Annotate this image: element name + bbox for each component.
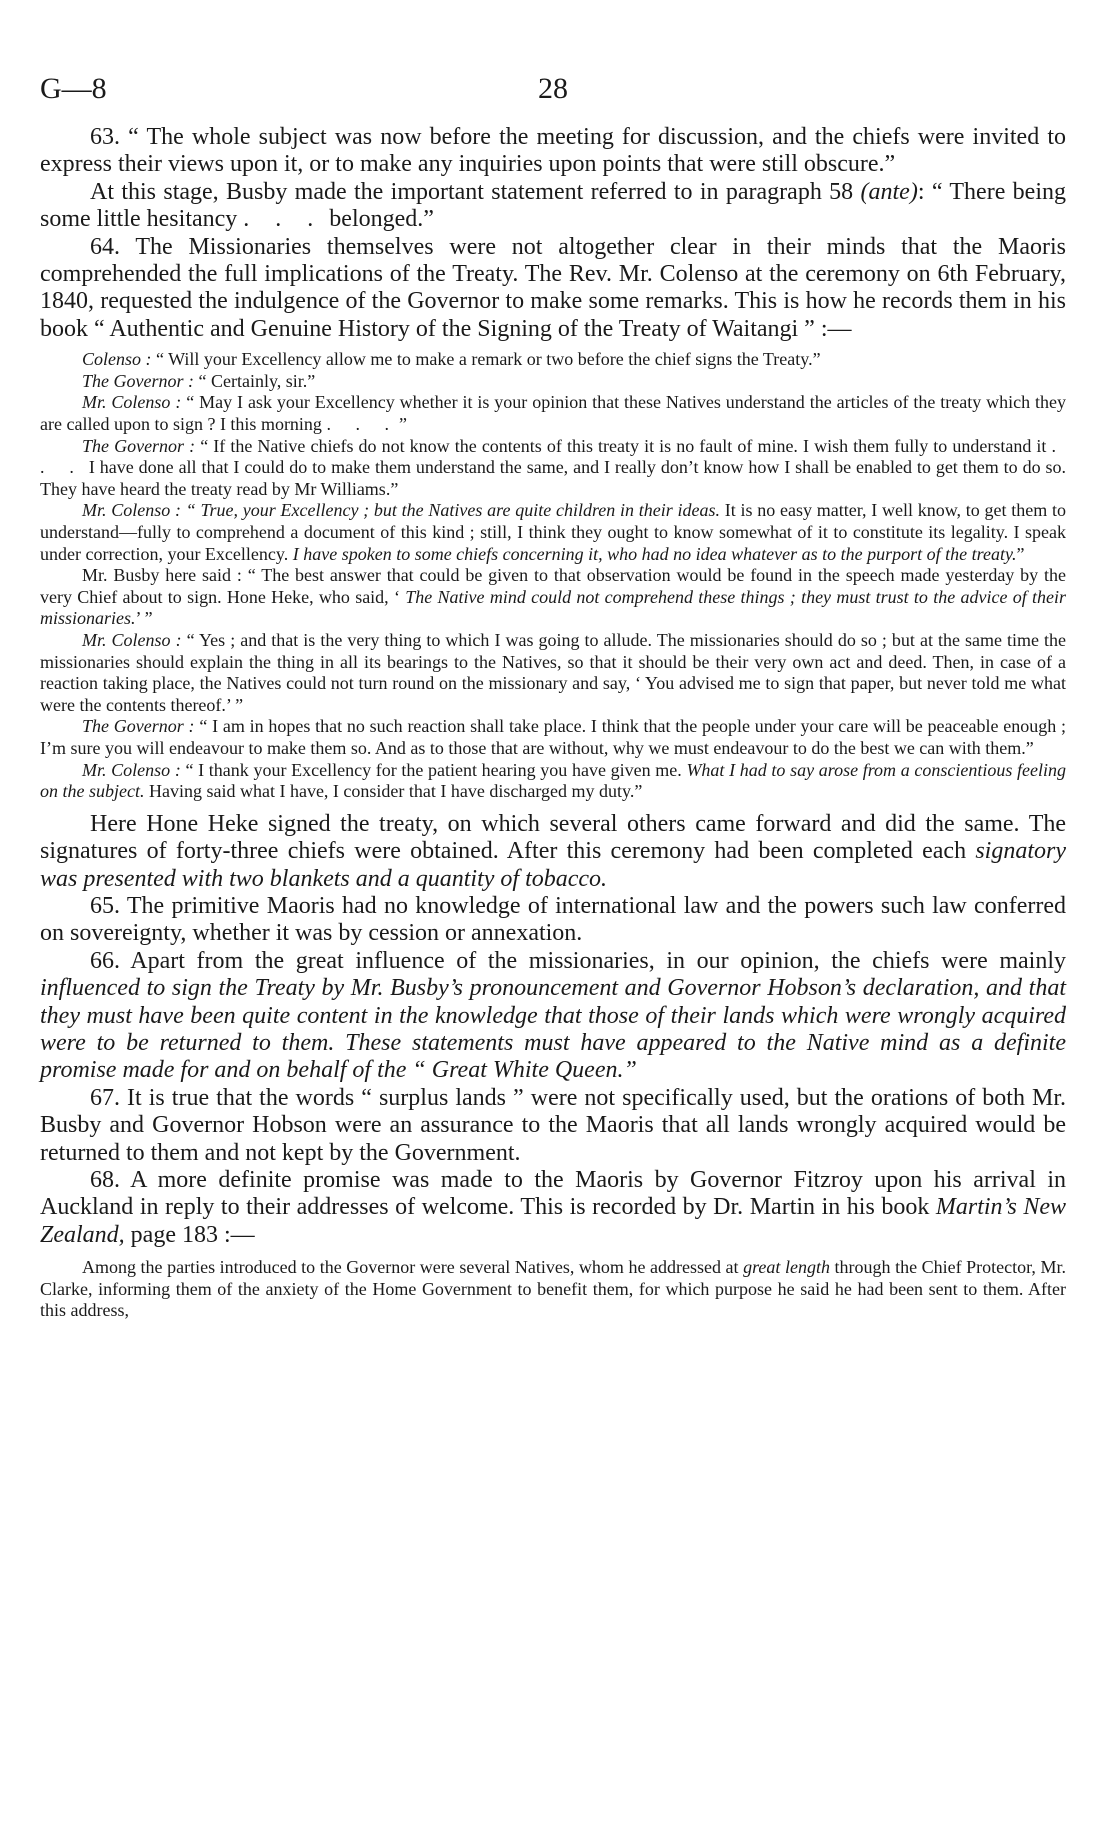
dialogue-line: Mr. Colenso : “ True, your Excellency ; but the Natives are quite children in their ideas. It is no easy matter, I well know, to get them to understand—fully to comprehend a document of this kind ; still, I think they ought to know somewhat of it to constitute its legality. I speak under correction, your Excellency. I have spoken to some chiefs concerning it, who had no idea whatever as to the purport of the treaty.” xyxy=(40,500,1067,564)
dialogue-line: Mr. Colenso : “ Yes ; and that is the very thing to which I was going to allude. The missionaries should do so ; but at the same time the missionaries should explain the thing in all its bearings to the Natives, so that it should be their very own act and deed. Then, in case of a reaction taking place, the Natives could not turn round on the missionary and say, ‘ You advised me to sign that paper, but never told me what were the contents thereof.’ ” xyxy=(40,629,1067,715)
dialogue-line: Colenso : “ Will your Excellency allow me to make a remark or two before the chief signs the Treaty.” xyxy=(82,349,821,370)
document-reference: G—8 xyxy=(40,72,107,105)
page-header xyxy=(40,72,1066,124)
speaker-label: Colenso : xyxy=(82,349,152,370)
ellipsis: . . . xyxy=(40,435,1067,478)
busby-statement-reference: At this stage, Busby made the important statement referred to in paragraph 58 (ante): “ There being some little hesitancy . . . belonged.” xyxy=(40,178,1067,233)
dialogue-line: Mr. Colenso : “ May I ask your Excellency whether it is your opinion that these Natives understand the articles of the treaty which they are called upon to sign ? I this morning . . .” xyxy=(40,392,1067,435)
paragraph-68: 68. A more definite promise was made to the Maoris by Governor Fitzroy upon his arrival in Auckland in reply to their addresses of welcome. This is recorded by Dr. Martin in his book Martin’s New Zealand, page 183 :— xyxy=(40,1167,1067,1248)
speaker-label: Mr. Colenso : xyxy=(82,392,182,413)
paragraph-65: 65. The primitive Maoris had no knowledge of international law and the powers such law conferred on sovereignty, whether it was by cession or annexation. xyxy=(40,892,1066,947)
speaker-label: The Governor : xyxy=(82,716,195,737)
dialogue-line: The Governor : “ Certainly, sir.” xyxy=(82,370,316,391)
ellipsis: . . . xyxy=(243,206,324,233)
ante-note: (ante) xyxy=(860,178,918,205)
paragraph-63: 63. “ The whole subject was now before the meeting for discussion, and the chiefs were invited to express their views upon it, or to make any inquiries upon points that were still obscure.” xyxy=(40,124,1066,178)
ellipsis: . . .” xyxy=(326,414,417,435)
dialogue-line: The Governor : “ I am in hopes that no such reaction shall take place. I think that the people under your care will be peaceable enough ; I’m sure you will endeavour to make them so. And as to those that are without, why we must endeavour to do the best we can with them.” xyxy=(40,716,1067,758)
paragraph-64: 64. The Missionaries themselves were not altogether clear in their minds that the Maoris comprehended the full implications of the Treaty. The Rev. Mr. Colenso at the ceremony on 6th February, 1840, requested the indulgence of the Governor to make some remarks. This is how he records them in his book “ Authentic and Genuine History of the Signing of the Treaty of Waitangi ” :— xyxy=(40,233,1066,342)
paragraph-66: 66. Apart from the great influence of the missionaries, in our opinion, the chiefs were mainly influenced to sign the Treaty by Mr. Busby’s pronouncement and Governor Hobson’s declaration, and that they must have been quite content in the knowledge that those of their lands which were wrongly acquired were to be returned to them. These statements must have appeared to the Native mind as a definite promise made for and on behalf of the “ Great White Queen.” xyxy=(40,947,1066,1084)
book-title: Martin’s New Zealand, xyxy=(40,1194,1067,1248)
heke-signing-paragraph: Here Hone Heke signed the treaty, on which several others came forward and did the same. The signatures of forty-three chiefs were obtained. After this ceremony had been completed each signatory was presented with two blankets and a quantity of tobacco. xyxy=(40,810,1067,892)
speaker-label: The Governor : xyxy=(82,370,194,391)
dialogue-line: The Governor : “ If the Native chiefs do not know the contents of this treaty it is no fault of mine. I wish them fully to understand it . . . I have done all that I could do to make them understand the same, and I really don’t know how I shall be enabled to get them to do so. They have heard the treaty read by Mr Williams.” xyxy=(40,435,1067,499)
dialogue-line: Mr. Busby here said : “ The best answer that could be given to that observation would be found in the speech made yesterday by the very Chief about to sign. Hone Heke, who said, ‘ The Native mind could not comprehend these things ; they must trust to the advice of their missionaries.’ ” xyxy=(40,565,1066,629)
speaker-label: The Governor : xyxy=(82,435,196,456)
speaker-label: Mr. Colenso : xyxy=(82,759,181,780)
speaker-label: Mr. Colenso : xyxy=(82,629,182,650)
speaker-label: Mr. Colenso : xyxy=(82,500,181,521)
martin-quotation: Among the parties introduced to the Governor were several Natives, whom he addressed at great length through the Chief Protector, Mr. Clarke, informing them of the anxiety of the Home Government to benefit them, for which purpose he said he had been sent to them. After this address, xyxy=(40,1257,1066,1321)
page-number: 28 xyxy=(538,72,568,105)
dialogue-extract xyxy=(40,349,1066,802)
dialogue-line: Mr. Colenso : “ I thank your Excellency for the patient hearing you have given me. What I had to say arose from a conscientious feeling on the subject. Having said what I have, I consider that I have discharged my duty.” xyxy=(40,759,1067,802)
paragraph-67: 67. It is true that the words “ surplus lands ” were not specifically used, but the orations of both Mr. Busby and Governor Hobson were an assurance to the Maoris that all lands wrongly acquired would be returned to them and not kept by the Government. xyxy=(40,1084,1066,1166)
